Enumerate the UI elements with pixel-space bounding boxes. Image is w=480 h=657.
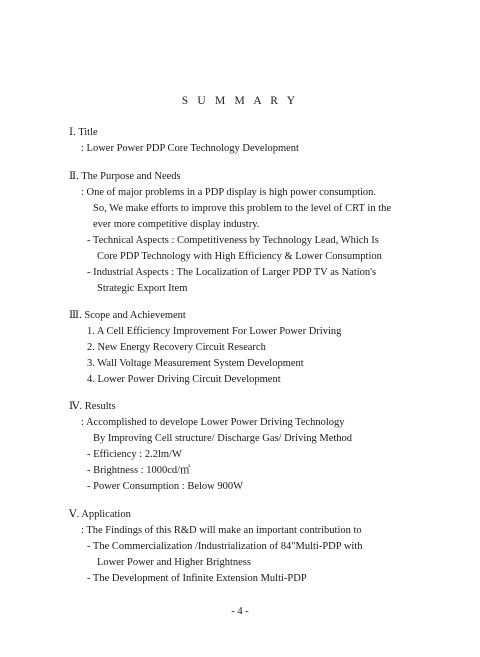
section-scope-item: 1. A Cell Efficiency Improvement For Lower Power Driving [87, 326, 342, 337]
section-results-line: : Accomplished to develope Lower Power Driving Technology [81, 417, 345, 428]
section-purpose-line: : One of major problems in a PDP display is high power consumption. [81, 187, 377, 198]
section-heading-title: Ⅰ. Title [69, 127, 98, 138]
section-application-line: - The Commercialization /Industrialization of 84"Multi-PDP with [87, 541, 363, 552]
section-heading-results: Ⅳ. Results [69, 401, 116, 412]
page-title: S U M M A R Y [181, 95, 299, 107]
section-results-line: - Power Consumption : Below 900W [87, 481, 244, 492]
section-purpose-line: - Technical Aspects : Competitiveness by Technology Lead, Which Is [87, 235, 379, 246]
section-title-line: : Lower Power PDP Core Technology Development [81, 143, 299, 154]
section-heading-scope: Ⅲ. Scope and Achievement [69, 310, 186, 321]
section-heading-purpose: Ⅱ. The Purpose and Needs [69, 171, 181, 182]
section-application-line: Lower Power and Higher Brightness [97, 557, 251, 568]
section-application-line: - The Development of Infinite Extension Multi-PDP [87, 573, 307, 584]
section-application-line: : The Findings of this R&D will make an important contribution to [81, 525, 362, 536]
section-purpose-line: So, We make efforts to improve this problem to the level of CRT in the [93, 203, 392, 214]
section-scope-item: 4. Lower Power Driving Circuit Development [87, 374, 281, 385]
section-purpose-line: - Industrial Aspects : The Localization of Larger PDP TV as Nation's [87, 267, 377, 278]
section-scope-item: 2. New Energy Recovery Circuit Research [87, 342, 266, 353]
page-number: - 4 - [231, 606, 249, 617]
section-heading-application: Ⅴ. Application [69, 509, 131, 520]
section-scope-item: 3. Wall Voltage Measurement System Development [87, 358, 304, 369]
section-results-line: - Brightness : 1000cd/㎡ [87, 465, 191, 476]
section-results-line: - Efficiency : 2.2lm/W [87, 449, 182, 460]
section-results-line: By Improving Cell structure/ Discharge Gas/ Driving Method [93, 433, 353, 444]
section-purpose-line: ever more competitive display industry. [93, 219, 260, 230]
section-purpose-line: Strategic Export Item [97, 283, 188, 294]
section-purpose-line: Core PDP Technology with High Efficiency & Lower Consumption [97, 251, 382, 262]
